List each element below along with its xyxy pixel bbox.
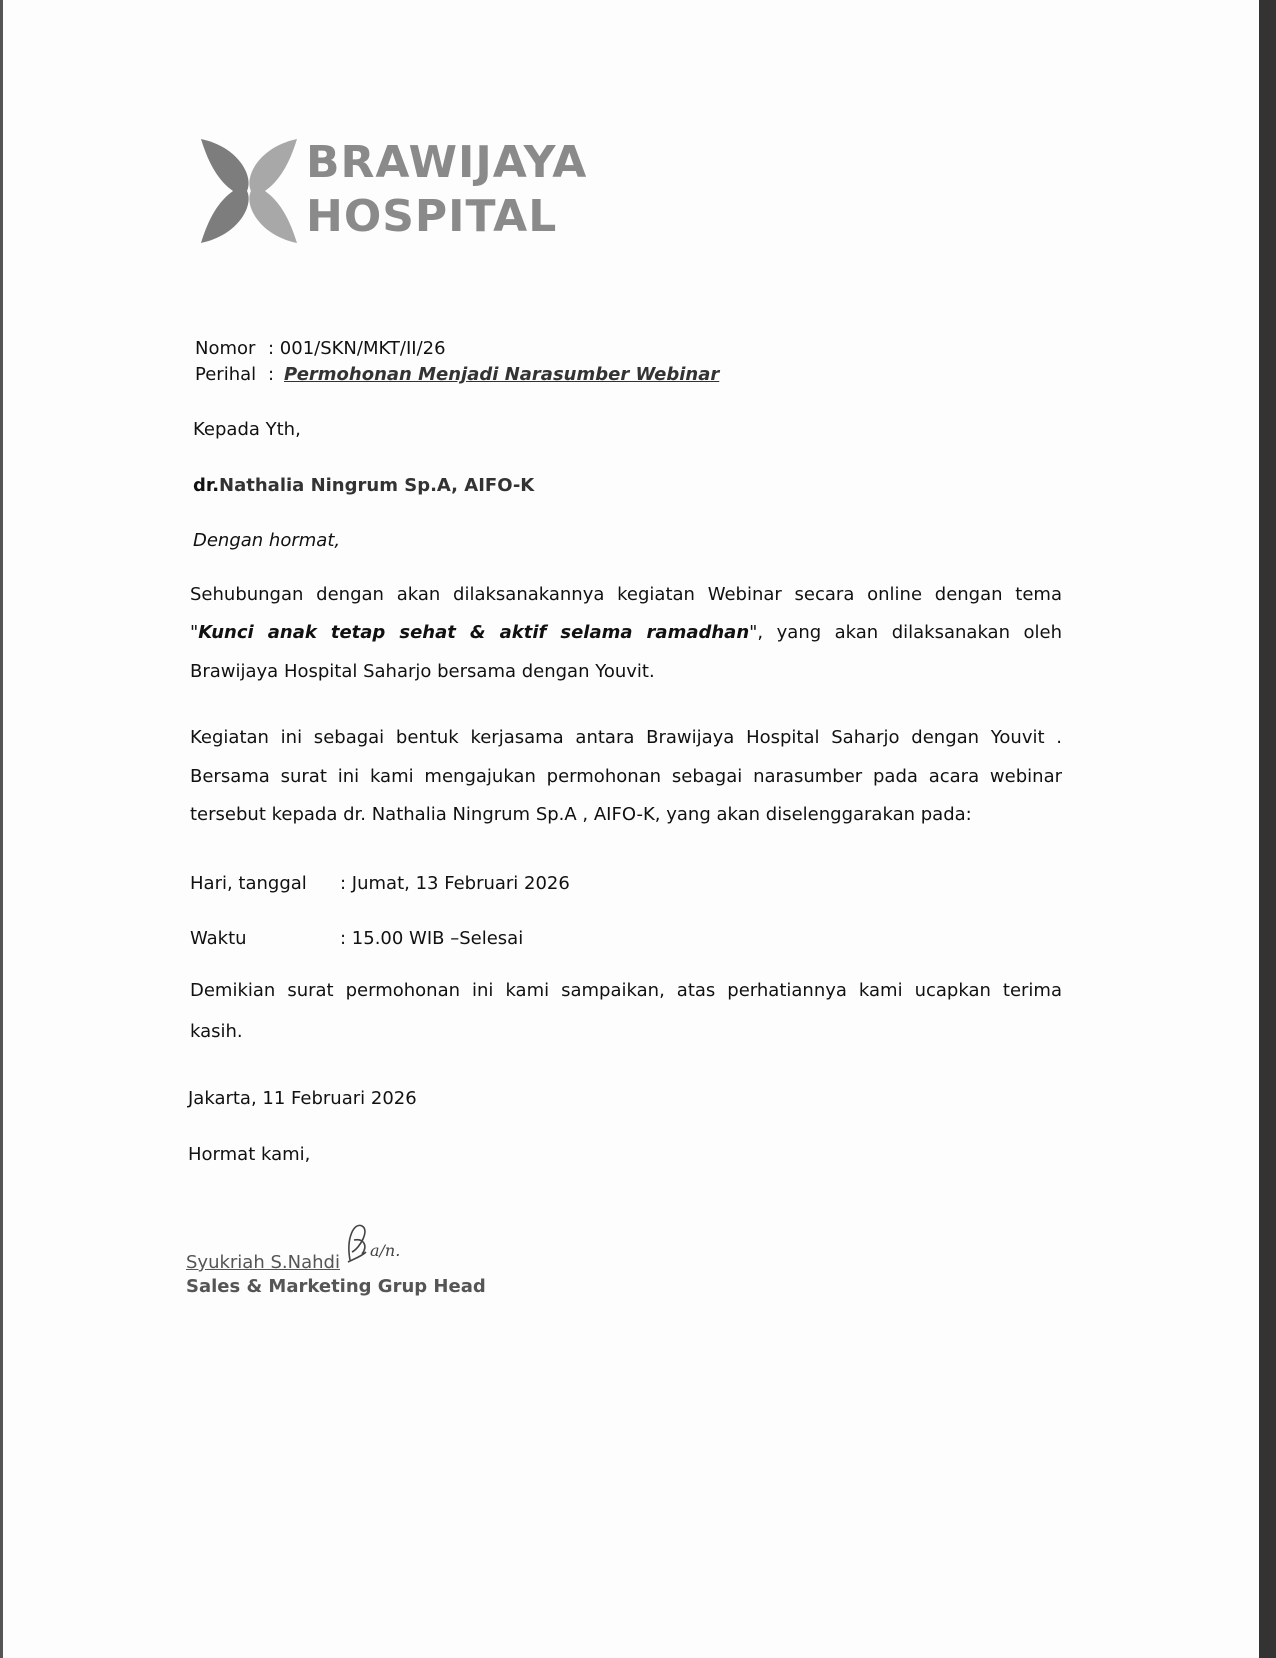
scan-edge-right — [1259, 0, 1276, 1658]
paragraph1-line2 — [190, 622, 1062, 644]
recipient-name: Nathalia Ningrum Sp.A, AIFO-K — [219, 475, 535, 496]
paragraph2-line3: tersebut kepada dr. Nathalia Ningrum Sp.A , AIFO-K, yang akan diselenggarakan pada: — [190, 804, 972, 825]
brawijaya-hospital-logo — [199, 137, 588, 245]
logo-line2: HOSPITAL — [306, 191, 558, 242]
perihal-sep: : — [268, 364, 275, 385]
closing-line1: Demikian surat permohonan ini kami sampaikan, atas perhatiannya kami ucapkan terima — [190, 980, 1062, 1001]
paragraph1-line2-rest: ", yang akan dilaksanakan oleh — [749, 622, 1062, 643]
day-label: Hari, tanggal — [190, 873, 307, 894]
regards: Hormat kami, — [188, 1144, 311, 1165]
perihal-value: Permohonan Menjadi Narasumber Webinar — [284, 364, 720, 385]
nomor-label: Nomor — [195, 338, 256, 359]
signature-mark: a/n. — [370, 1241, 401, 1260]
time-value: : 15.00 WIB –Selesai — [340, 928, 524, 949]
signatory-title: Sales & Marketing Grup Head — [186, 1276, 486, 1297]
quote-open: " — [190, 622, 199, 643]
perihal-label: Perihal — [195, 364, 257, 385]
signatory-name: Syukriah S.Nahdi — [186, 1252, 340, 1273]
recipient-prefix: dr. — [193, 475, 220, 496]
closing-line2: kasih. — [190, 1021, 243, 1042]
butterfly-logo-icon — [199, 137, 299, 245]
time-label: Waktu — [190, 928, 247, 949]
paragraph2-line2: Bersama surat ini kami mengajukan permohonan sebagai narasumber pada acara webinar — [190, 766, 1062, 787]
paragraph2-line1: Kegiatan ini sebagai bentuk kerjasama antara Brawijaya Hospital Saharjo dengan Youvit . — [190, 727, 1062, 748]
handwritten-signature — [342, 1218, 412, 1273]
salutation-to: Kepada Yth, — [193, 419, 301, 440]
scan-edge-left — [0, 0, 3, 1658]
logo-line1: BRAWIJAYA — [306, 137, 588, 188]
paragraph1-line3: Brawijaya Hospital Saharjo bersama dengan Youvit. — [190, 661, 655, 682]
webinar-theme: Kunci anak tetap sehat & aktif selama ramadhan — [198, 622, 750, 643]
greeting: Dengan hormat, — [193, 530, 341, 551]
recipient — [193, 475, 534, 497]
day-value: : Jumat, 13 Februari 2026 — [340, 873, 570, 894]
place-date: Jakarta, 11 Februari 2026 — [188, 1088, 417, 1109]
nomor-value: : 001/SKN/MKT/II/26 — [268, 338, 446, 359]
paragraph1-line1: Sehubungan dengan akan dilaksanakannya kegiatan Webinar secara online dengan tema — [190, 584, 1062, 605]
